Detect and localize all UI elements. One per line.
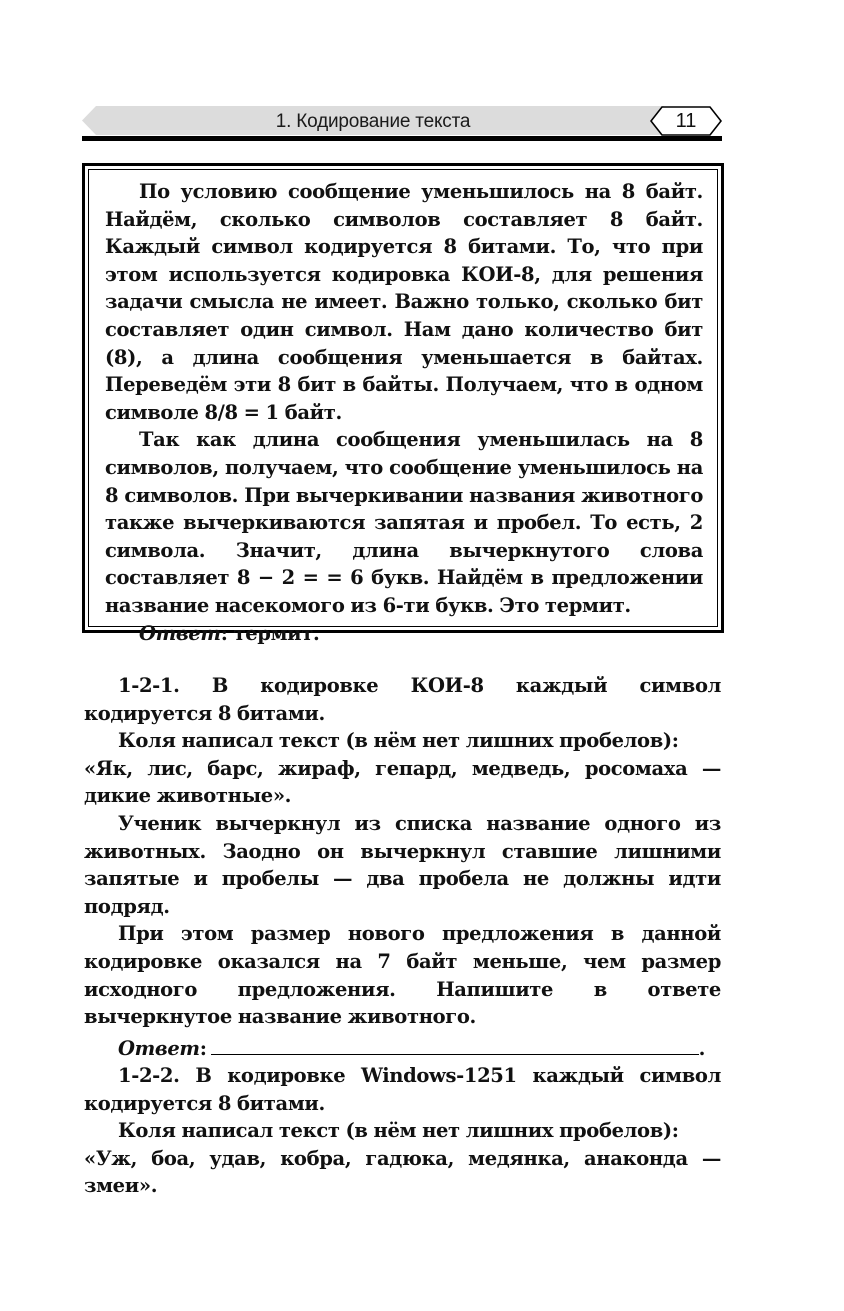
solution-inner-frame — [88, 169, 718, 645]
task-paragraph-2: При этом размер нового предложения в данной кодировке оказался на 7 байт меньше, чем размер исходного предложения. Напишите в ответе вычеркнутое название животного. — [84, 922, 721, 1029]
solution-paragraph-1: По условию сообщение уменьшилось на 8 байт. Найдём, сколько символов составляет 8 байт. Каждый символ кодируется 8 битами. То, что при этом используется кодировка КОИ-8, для решения задачи смысла не имеет. Важно только, сколько бит составляет один символ. Нам дано количество бит (8), а длина сообщения уменьшается в байтах. Переведём эти 8 бит в байты. Получаем, что в одном символе 8/8 = 1 байт. — [105, 180, 703, 424]
task-text-intro: Коля написал текст (в нём нет лишних пробелов): — [118, 729, 679, 753]
page-number-tag — [650, 106, 722, 136]
solution-box — [82, 163, 724, 645]
answer-label: Ответ — [118, 1036, 200, 1060]
task-1-2-2 — [84, 1062, 721, 1200]
task-intro: В кодировке Windows-1251 каждый символ кодируется 8 битами. — [84, 1064, 721, 1115]
task-number: 1-2-1. — [118, 674, 180, 697]
answer-colon: : — [199, 1036, 207, 1060]
task-statement — [84, 672, 721, 727]
task-quote: «Уж, боа, удав, кобра, гадюка, медянка, анаконда — змеи». — [84, 1146, 721, 1198]
task-answer-row — [84, 1035, 721, 1063]
solution-answer — [105, 620, 703, 648]
task-text-intro: Коля написал текст (в нём нет лишних пробелов): — [118, 1119, 679, 1143]
task-statement — [84, 1062, 721, 1117]
solution-paragraph-2: Так как длина сообщения уменьшилась на 8 символов, получаем, что сообщение уменьшилось на 8 символов. При вычеркивании названия животного также вычеркиваются запятая и пробел. То есть, 2 символа. Значит, длина вычеркнутого слова составляет 8 − 2 = = 6 букв. Найдём в предложении название насекомого из 6-ти букв. Это термит. — [105, 428, 703, 617]
task-number: 1-2-2. — [118, 1064, 180, 1087]
header-rule — [82, 136, 722, 141]
task-intro: В кодировке КОИ-8 каждый символ кодируется 8 битами. — [84, 674, 721, 725]
answer-end: . — [698, 1036, 706, 1060]
task-paragraph-1: Ученик вычеркнул из списка название одного из животных. Заодно он вычеркнул ставшие лишними запятые и пробелы — два пробела не должны идти подряд. — [84, 811, 721, 918]
answer-value: : термит. — [220, 621, 320, 645]
task-1-2-1 — [84, 672, 721, 1062]
answer-blank-field[interactable] — [211, 1036, 699, 1055]
task-quote: «Як, лис, барс, жираф, гепард, медведь, росомаха — дикие животные». — [84, 756, 721, 808]
answer-label: Ответ — [139, 621, 221, 645]
chapter-title: 1. Кодирование текста — [275, 111, 471, 132]
page-number: 11 — [675, 110, 697, 132]
running-header — [82, 104, 722, 144]
